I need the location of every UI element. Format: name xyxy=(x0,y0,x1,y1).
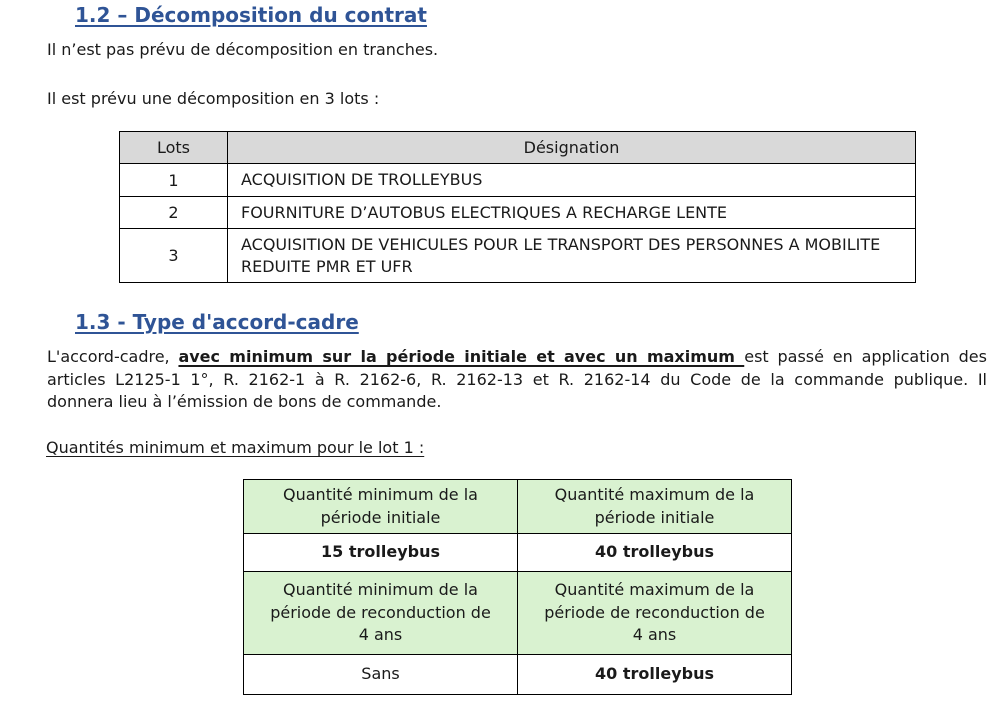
min-renewal-value: Sans xyxy=(244,655,518,695)
table-row xyxy=(120,229,916,283)
max-initial-value: 40 trolleybus xyxy=(518,534,792,572)
max-renewal-header xyxy=(518,572,792,655)
lots-table xyxy=(119,131,916,283)
designation-column-header: Désignation xyxy=(228,132,916,164)
cell-line: 4 ans xyxy=(358,625,403,645)
lot-designation-line: ACQUISITION DE TROLLEYBUS xyxy=(241,170,483,189)
lot-designation xyxy=(228,164,916,197)
min-initial-value: 15 trolleybus xyxy=(244,534,518,572)
no-tranches-text: Il n’est pas prévu de décomposition en tranches. xyxy=(47,40,439,59)
cell-line: période de reconduction de xyxy=(544,602,765,622)
accord-cadre-paragraph xyxy=(47,346,987,414)
paragraph-text: est passé en application des xyxy=(744,347,987,366)
cell-line: période initiale xyxy=(594,507,715,527)
table-row xyxy=(120,164,916,197)
paragraph-line: donnera lieu à l’émission de bons de commande. xyxy=(47,392,442,411)
min-initial-header xyxy=(244,480,518,534)
table-row xyxy=(244,655,792,695)
cell-line: Quantité maximum de la xyxy=(554,580,755,600)
lot-number: 1 xyxy=(120,164,228,197)
lots-column-header: Lots xyxy=(120,132,228,164)
max-initial-header xyxy=(518,480,792,534)
lot-designation xyxy=(228,229,916,283)
emphasis-text: avec minimum sur la période initiale et avec un maximum xyxy=(178,347,745,366)
lots-table-header-row xyxy=(120,132,916,164)
lot-designation-line: FOURNITURE D’AUTOBUS ELECTRIQUES A RECHARGE LENTE xyxy=(241,202,728,222)
table-row xyxy=(244,534,792,572)
cell-line: période de reconduction de xyxy=(270,602,491,622)
max-renewal-value: 40 trolleybus xyxy=(518,655,792,695)
cell-line: période initiale xyxy=(320,507,441,527)
cell-line: Quantité maximum de la xyxy=(554,485,755,504)
lot-number: 3 xyxy=(120,229,228,283)
lot-number: 2 xyxy=(120,197,228,229)
table-row xyxy=(244,572,792,655)
paragraph-line xyxy=(47,346,987,369)
min-renewal-header xyxy=(244,572,518,655)
lot-designation xyxy=(228,197,916,229)
section-1-2-heading: 1.2 – Décomposition du contrat xyxy=(75,3,427,27)
paragraph-text: L'accord-cadre, xyxy=(47,347,179,366)
table-row xyxy=(120,197,916,229)
lot-designation-line: ACQUISITION DE VEHICULES POUR LE TRANSPORT DES PERSONNES A MOBILITE xyxy=(241,234,881,254)
quantities-caption: Quantités minimum et maximum pour le lot 1 : xyxy=(46,438,425,457)
table-row xyxy=(244,480,792,534)
cell-line: Quantité minimum de la xyxy=(283,580,478,600)
section-1-3-heading: 1.3 - Type d'accord-cadre xyxy=(75,310,359,334)
cell-line: Quantité minimum de la xyxy=(283,485,478,504)
quantities-table xyxy=(243,479,792,695)
lots-intro-text: Il est prévu une décomposition en 3 lots : xyxy=(47,89,380,108)
paragraph-line: articles L2125-1 1°, R. 2162-1 à R. 2162-6, R. 2162-13 et R. 2162-14 du Code de la commande publique. Il xyxy=(47,369,987,389)
lot-designation-line: REDUITE PMR ET UFR xyxy=(241,256,413,276)
cell-line: 4 ans xyxy=(632,625,677,645)
